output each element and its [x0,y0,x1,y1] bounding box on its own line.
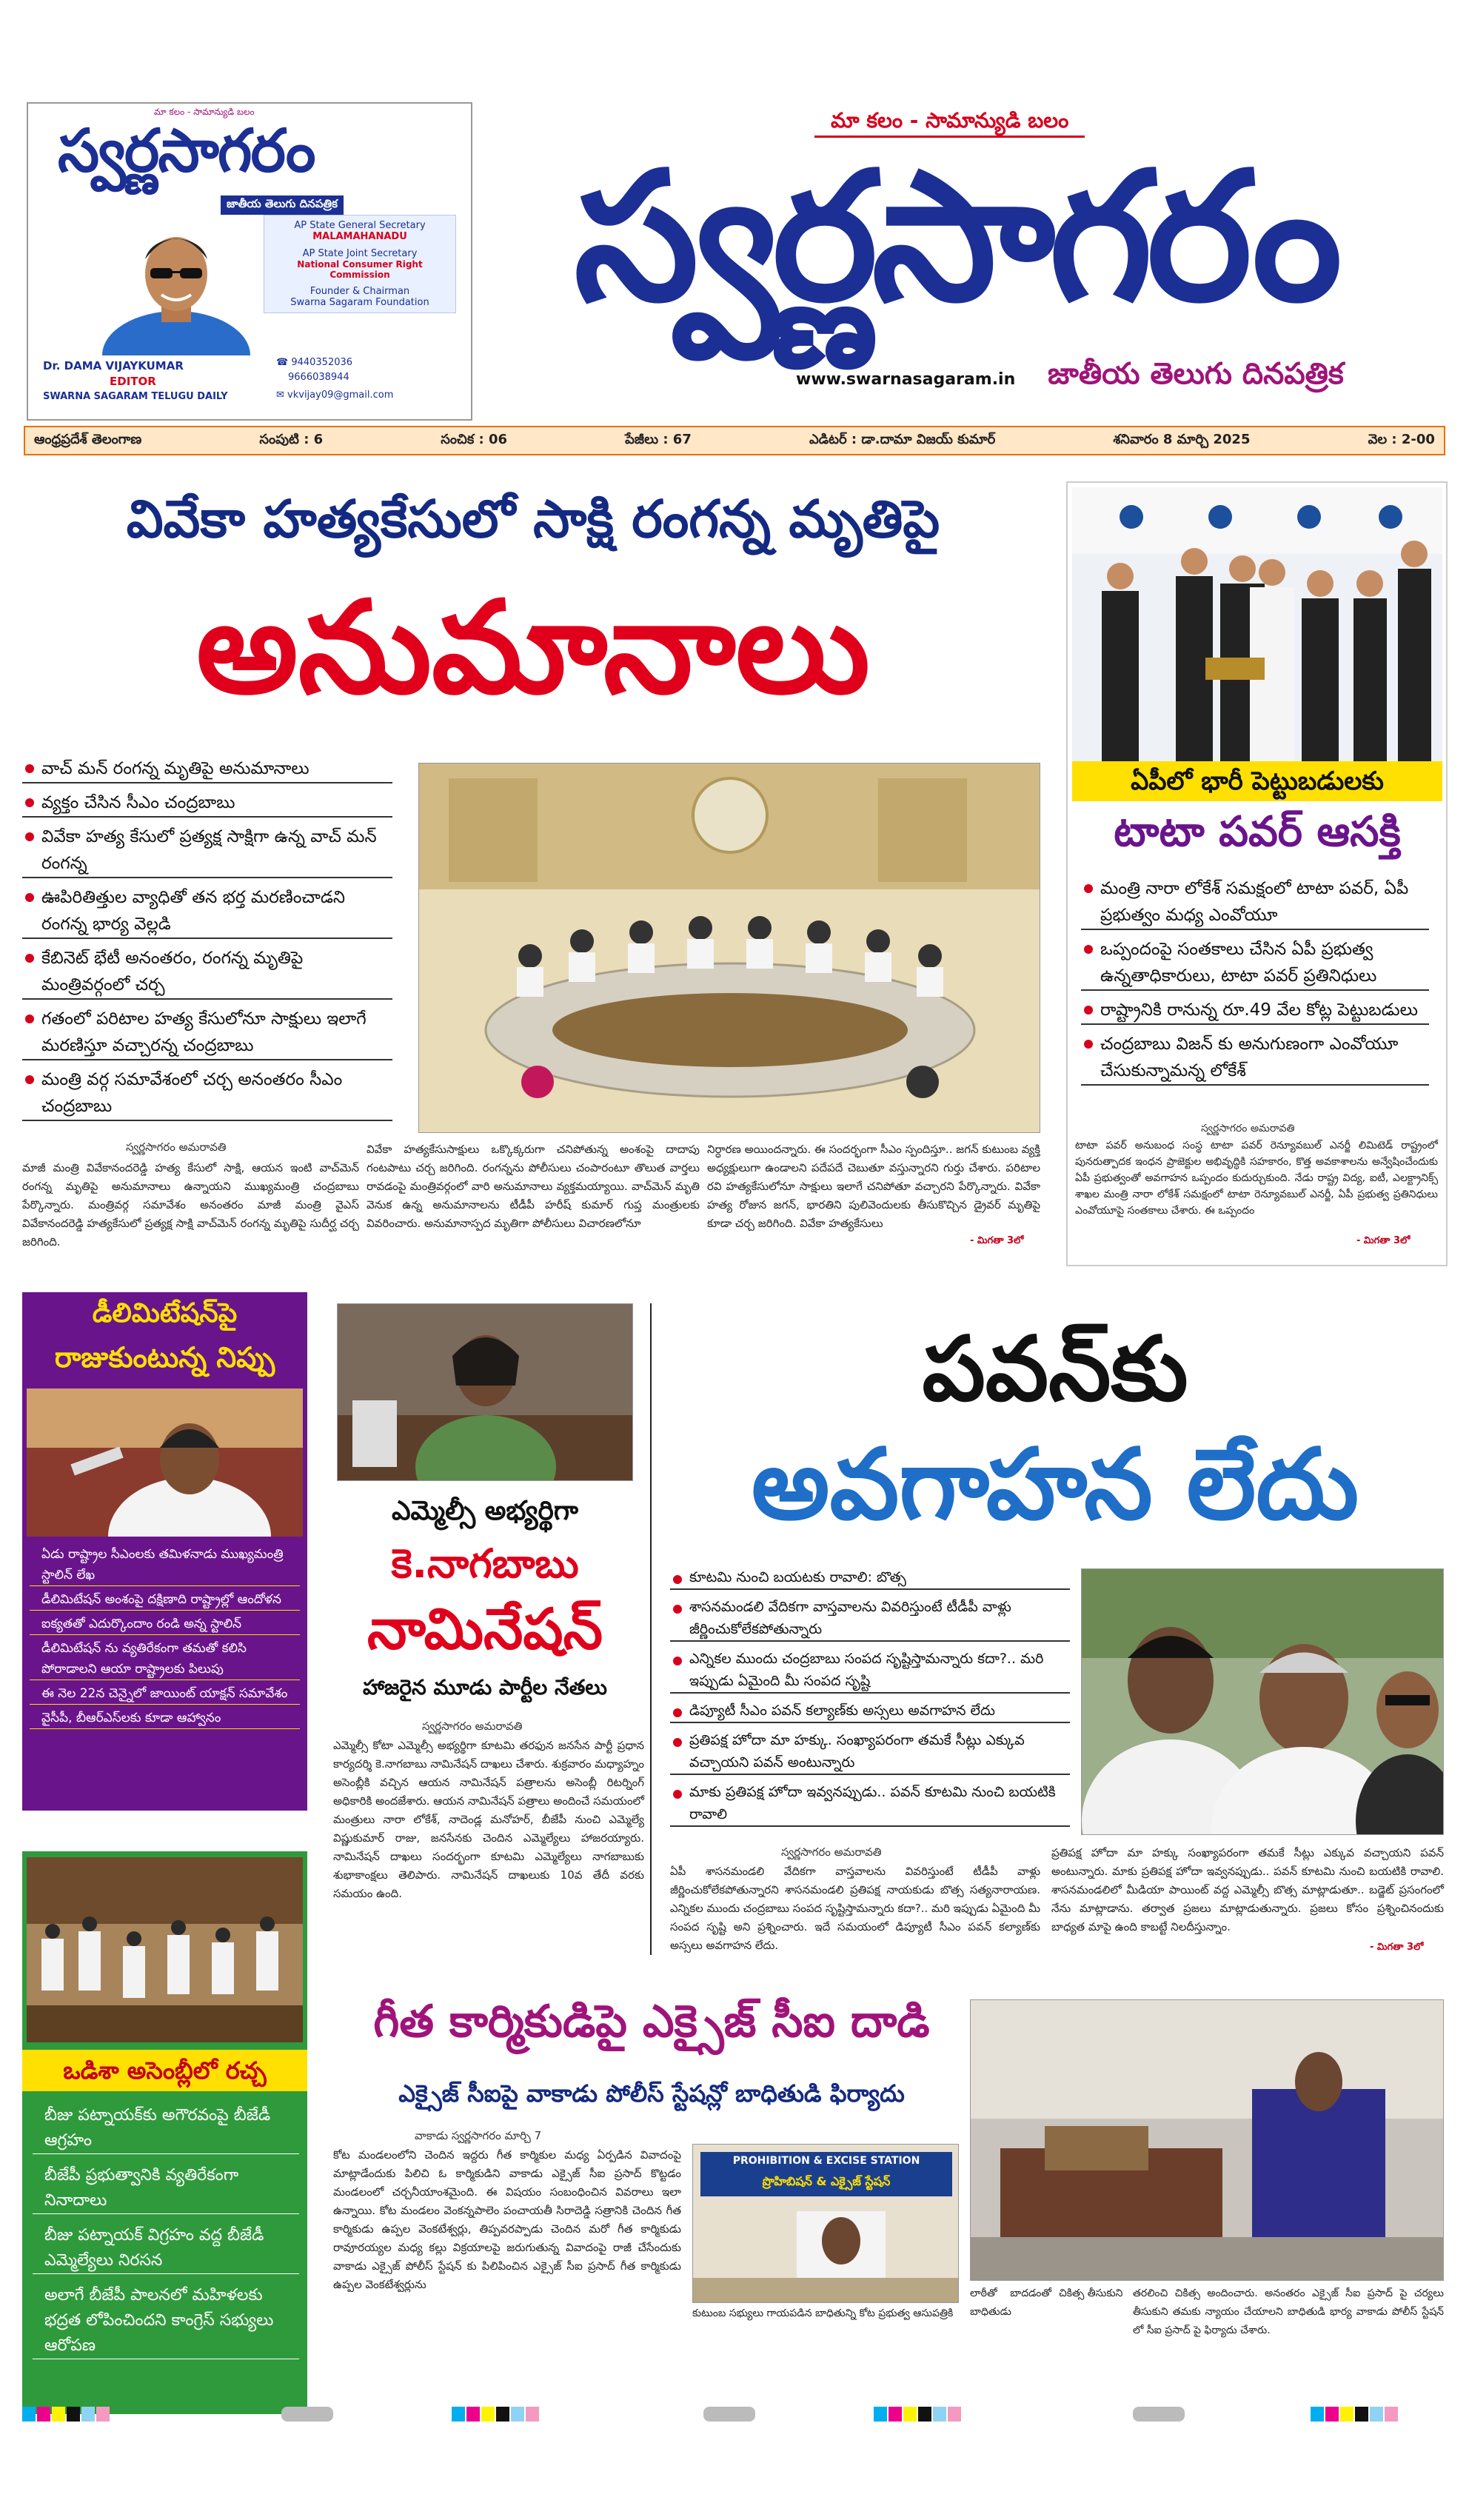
lead-continued: - మిగతా 3లో [970,1235,1024,1246]
list-item: వివేకా హత్య కేసులో ప్రత్యక్ష సాక్షిగా ఉన్న వాచ్ మన్ రంగన్న [22,823,392,878]
odisha-box [22,1851,307,2414]
list-item: బీజు పట్నాయక్ విగ్రహం వద్ద బీజేడీ ఎమ్మెల్యేలు నిరసన [33,2223,299,2274]
delim-bullets [30,1544,300,1732]
delim-kicker: డీలిమిటేషన్‌పై [92,1298,238,1328]
nagababu-headline-2: నామినేషన్ [367,1596,603,1662]
info-price: వెల : 2-00 [1368,431,1435,447]
list-item: కేబినెట్ భేటీ అనంతరం, రంగన్న మృతిపై మంత్రివర్గంలో చర్చ [22,945,392,1000]
ad-logo-tag: మా కలం - సామాన్యుడి బలం [154,107,255,117]
phone-line: ☎ 9440352036 [276,357,353,368]
role-line: MALAMAHANADU [312,231,407,242]
geetha-col-4: తరలించి చికిత్స అందించారు. అనంతరం ఎక్సైజ్ సీఐ ప్రసాద్ పై చర్యలు తీసుకుని తమకు న్యాయం చేయాలని బాధితుడి భార్య వాకాడు పోలీస్ స్టేషన్ లో సీఐ ప్రసాద్ పై ఫిర్యాదు చేశారు. [1133,2287,1444,2336]
ad-sub: జాతీయ తెలుగు దినపత్రిక [221,195,344,215]
pawan-continued: - మిగతా 3లో [1370,1942,1424,1953]
list-item: డీలిమిటేషన్ అంశంపై దక్షిణాది రాష్ట్రాల్లో ఆందోళన [30,1589,300,1611]
pawan-bullets [670,1566,1070,1833]
info-volume: సంపుటి : 6 [259,431,324,447]
nagababu-dateline: స్వర్ణసాగరం అమరావతి [422,1719,523,1733]
masthead-website: www.swarnasagaram.in [796,370,1016,389]
divider [650,1303,652,1955]
lead-col-2: వివేకా హత్యకేసుసాక్షులు ఒక్కొక్కరుగా చనిపోతున్న అంశంపై దాదాపు గంటపాటు చర్చ జరిగింది. రంగన్నను పోలీసులు చంపారంటూ తొలుత వార్తలు రావడంపై మంత్రివర్గంలో వారి అనుమానాలు వ్యక్తమయ్యాయి. వాచ్‌మెన్ మృతి వెనుక ఉన్న అనుమానాలను టీడీపీ హరీష్ కుమార్ గుప్త మంత్రులకు వివరించారు. అనుమానాస్పద మృతిగా పోలీసులు విచారణలోనూ [367,1143,700,1230]
editor-paper: SWARNA SAGARAM TELUGU DAILY [43,391,228,402]
botsa-photo [1081,1568,1444,1835]
geetha-col-1: కోట మండలంలోని చెందిన ఇద్దరు గీత కార్మికుల మధ్య ఏర్పడిన వివాదంపై మాట్లాడేందుకు పిలిచి ఓ కార్మికుడిని వాకాడు ఎక్సైజ్ సీఐ ప్రసాద్ కొట్టడం మండలంలో చర్చనీయాంశమైంది. ఈ విషయం సంబంధించిన వివరాలు ఇలా ఉన్నాయి. కోట మండలం వెంకన్నపాలెం పంచాయతీ సిరాదెడ్డి సత్రానికి చెందిన గీత కార్మికుడు ఉప్పల వెంకటేశ్వర్లు, తిప్పవరప్పాడు చెందిన మరో గీత కార్మికుడు రావూరయ్యల మధ్య కల్లు విక్రయాలపై జరుగుతున్న వివాదంపై రాజీ చేసేందుకు వాకాడు ఎక్సైజ్ పోలీస్ స్టేషన్ కు పిలిపించిన ఎక్సైజ్ సీఐ ప్రసాద్ గీత కార్మికుడు ఉప్పల వెంకటేశ్వర్లును [333,2148,681,2291]
phone-line: 9666038944 [288,372,349,383]
lead-col-3: నిర్ధారణ అయిందన్నారు. ఈ సందర్భంగా సీఎం స్పందిస్తూ.. జగన్ కుటుంబ వ్యక్తి అధ్యక్షులుగా ఉండాలని పదేపదే చెబుతూ వస్తున్నారని గుర్తు చేశారు. పరిటాల రవి హత్యకేసులోనూ సాక్షులు ఇలాగే చనిపోతూ వచ్చారని పేర్కొన్నారు. వివేకా హత్య రోజున జగన్, భారతిని పులివెందులకు తీసుకొచ్చిన డ్రైవర్ మృతిపై కూడా చర్చ జరిగింది. వివేకా హత్యకేసులు [707,1143,1040,1230]
info-bar [24,426,1445,455]
role-line: AP State Joint Secretary [302,248,418,259]
nagababu-sub: హాజరైన మూడు పార్టీల నేతలు [363,1675,607,1700]
station-sign-te: ప్రొహిబిషన్ & ఎక్సైజ్ స్టేషన్ [762,2174,891,2188]
info-date: శనివారం 8 మార్చి 2025 [1113,431,1251,447]
ad-roles [264,215,456,313]
nagababu-photo [337,1303,633,1481]
tata-mou-photo [1072,487,1442,761]
hospital-photo [970,1999,1444,2281]
editor-title: EDITOR [110,375,156,388]
list-item: ప్రతిపక్ష హోదా మా హక్కు. సంఖ్యాపరంగా తమకే సీట్లు ఎక్కువ వచ్చాయని పవన్ అంటున్నారు [670,1729,1070,1775]
geetha-caption: కుటుంబ సభ్యులు గాయపడిన బాధితున్ని కోట ప్రభుత్వ ఆసుపత్రికి [692,2307,954,2319]
pawan-col-1: ఏపీ శాసనమండలి వేదికగా వాస్తవాలను వివరిస్తుంటే టీడీపీ వాళ్లు జీర్ణించుకోలేకపోతున్నారని శాసనమండలి ప్రతిపక్ష నాయకుడు బొత్స సత్యనారాయణ. ఎన్నికల ముందు చంద్రబాబు సంపద సృష్టిస్తామన్నారు కదా?.. మరి ఇప్పుడు ఏమైంది మీ సంపద సృష్టి అని ప్రశ్నించారు. ఇదే సమయంలో డిప్యూటీ సీఎం పవన్ కల్యాణ్‌కు అస్సలు అవగాహన లేదు. [670,1865,1040,1952]
info-issue: సంచిక : 06 [441,431,508,447]
lead-col-1: మాజీ మంత్రి వివేకానందరెడ్డి హత్య కేసులో సాక్షి, ఆయన ఇంటి వాచ్‌మెన్ రంగన్న మృతిపై అనుమానాలు ఉన్నాయని ముఖ్యమంత్రి చంద్రబాబు పేర్కొన్నారు. మంత్రివర్గ సమావేశం అనంతరం మాజీ మంత్రి వైఎస్ వివేకానందరెడ్డి హత్యకేసులో ప్రత్యక్ష సాక్షి వాచ్‌మెన్ రంగన్న మృతిపై సుదీర్ఘ చర్చ జరిగింది. [22,1161,359,1249]
pawan-headline-1: పవన్‌కు [922,1318,1188,1421]
role-line: AP State General Secretary [294,220,426,231]
masthead-title: స్వర్ణసాగరం [574,133,1336,341]
masthead-subtitle: జాతీయ తెలుగు దినపత్రిక [1048,357,1344,391]
geetha-dateline: వాకాడు స్వర్ణసాగరం మార్చి 7 [415,2129,542,2142]
ad-logo: స్వర్ణసాగరం [58,116,315,185]
excise-station-photo [692,2144,959,2303]
pawan-col-2: ప్రతిపక్ష హోదా మా హక్కు సంఖ్యాపరంగా తమకే సీట్లు ఎక్కువ వచ్చాయని పవన్ అంటున్నారు. మాకు ప్రతిపక్ష హోదా ఇవ్వనప్పుడు.. పవన్ కూటమి నుంచి బయటికి రావాలి. శాసనమండలిలో మీడియా పాయింట్ వద్ద ఎమ్మెల్సీ బొత్స మాట్లాడుతూ.. బడ్జెట్ ప్రసంగంలో నేను మాట్లాడాను. తర్వాత ప్రజలు మాట్లాడుతున్నారు. ప్రజలు కోసం ప్రశ్నించినందుకు బాధ్యత మాపై ఉంది కాబట్టే నిలదీస్తున్నాం. [1051,1846,1444,1934]
list-item: వ్యక్తం చేసిన సీఎం చంద్రబాబు [22,789,392,818]
editor-name: Dr. DAMA VIJAYKUMAR [43,359,184,372]
pawan-dateline: స్వర్ణసాగరం అమరావతి [781,1845,882,1859]
list-item: గతంలో పరిటాల హత్య కేసులోనూ సాక్షులు ఇలాగే మరణిస్తూ వచ్చారన్న చంద్రబాబు [22,1006,392,1060]
tata-bullets [1081,875,1429,1092]
list-item: వైసీపీ, బీఆర్ఎస్‌లకు కూడా ఆహ్వానం [30,1708,300,1729]
editor-photo [98,222,254,355]
list-item: కూటమి నుంచి బయటకు రావాలి: బొత్స [670,1566,1070,1590]
list-item: మంత్రి వర్గ సమావేశంలో చర్చ అనంతరం సీఎం చంద్రబాబు [22,1066,392,1121]
list-item: అలాగే బీజేపీ పాలనలో మహిళలకు భద్రత లోపించిందని కాంగ్రెస్ సభ్యులు ఆరోపణ [33,2283,299,2359]
lead-kicker: వివేకా హత్యకేసులో సాక్షి రంగన్న మృతిపై [126,489,940,549]
phone-icon: ☎ [276,357,292,368]
list-item: బీజు పట్నాయక్‌కు అగౌరవంపై బీజేడీ ఆగ్రహం [33,2103,299,2154]
geetha-col-2: లాఠీతో బాదడంతో బాధితుడు [970,2287,1051,2318]
tata-banner: ఏపీలో భారీ పెట్టుబడులకు [1072,761,1442,801]
tata-dateline: స్వర్ణసాగరం అమరావతి [1201,1123,1295,1134]
list-item: ఐక్యతతో ఎదుర్కొందాం రండి అన్న స్టాలిన్ [30,1614,300,1635]
list-item: ఈ నెల 22న చెన్నైలో జాయింట్ యాక్షన్ సమావేశం [30,1683,300,1705]
list-item: మంత్రి నారా లోకేశ్ సమక్షంలో టాటా పవర్, ఏపీ ప్రభుత్వం మధ్య ఎంవోయూ [1081,875,1429,930]
editor-ad-box [27,102,472,421]
odisha-bullets [33,2103,299,2368]
lead-dateline: స్వర్ణసాగరం అమరావతి [126,1140,227,1154]
list-item: చంద్రబాబు విజన్ కు అనుగుణంగా ఎంవోయూ చేసుకున్నామన్న లోకేశ్ [1081,1031,1429,1086]
list-item: మాకు ప్రతిపక్ష హోదా ఇవ్వనప్పుడు.. పవన్ కూటమి నుంచి బయటికి రావాలి [670,1781,1070,1827]
email-line: ✉ vkvijay09@gmail.com [276,390,394,401]
info-region: ఆంధ్రప్రదేశ్ తెలంగాణ [34,431,142,447]
role-line: Swarna Sagaram Foundation [290,297,429,308]
masthead [0,0,1469,430]
ad-contact [276,355,393,403]
masthead-tagline: మా కలం - సామాన్యుడి బలం [814,105,1085,138]
lead-bullets [22,755,392,1127]
tata-continued: - మిగతా 3లో [1356,1235,1411,1246]
list-item: రాష్ట్రానికి రానున్న రూ.49 వేల కోట్ల పెట్టుబడులు [1081,997,1429,1025]
info-pages: పేజీలు : 67 [625,431,692,447]
role-line: National Consumer Right Commission [297,259,423,280]
delim-headline: రాజుకుంటున్న నిప్పు [54,1341,275,1374]
list-item: ఊపిరితిత్తుల వ్యాధితో తన భర్త మరణించాడని రంగన్న భార్య వెల్లడి [22,884,392,939]
tata-headline: టాటా పవర్ ఆసక్తి [1114,808,1401,856]
cabinet-meeting-photo [418,763,1040,1133]
info-editor: ఎడిటర్ : డా.దామా విజయ్ కుమార్ [809,431,996,447]
geetha-headline: గీత కార్మికుడిపై ఎక్సైజ్ సీఐ దాడి [373,1996,930,2048]
role-line: Founder & Chairman [309,286,410,297]
lead-headline: అనుమానాలు [196,573,870,722]
list-item: శాసనమండలి వేదికగా వాస్తవాలను వివరిస్తుంటే టీడీపీ వాళ్లు జీర్ణించుకోలేకపోతున్నారు [670,1596,1070,1642]
geetha-sub: ఎక్సైజ్ సీఐపై వాకాడు పోలీస్ స్టేషన్లో బాధితుడి ఫిర్యాదు [398,2079,905,2108]
list-item: ఎన్నికల ముందు చంద్రబాబు సంపద సృష్టిస్తామన్నారు కదా?.. మరి ఇప్పుడు ఏమైంది మీ సంపద సృష్టి [670,1648,1070,1694]
odisha-assembly-photo [27,1857,303,2042]
pawan-headline-2: అవగాహన లేదు [751,1428,1359,1542]
list-item: డీలిమిటేషన్ ను వ్యతిరేకంగా తమతో కలిసి పోరాడాలని ఆయా రాష్ట్రాలకు పిలుపు [30,1638,300,1680]
delim-box [22,1292,307,1811]
tata-box [1066,481,1448,1266]
list-item: బీజేపీ ప్రభుత్వానికి వ్యతిరేకంగా నినాదాలు [33,2163,299,2214]
nagababu-headline-1: కె.నాగబాబు [391,1540,579,1587]
nagababu-body: ఎమ్మెల్సీ కోటా ఎమ్మెల్సీ అభ్యర్థిగా కూటమి తరఫున జనసేన పార్టీ ప్రధాన కార్యదర్శి కె.నాగబాబు నామినేషన్ దాఖలు చేశారు. శుక్రవారం మధ్యాహ్నం అసెంబ్లీకి వచ్చిన ఆయన నామినేషన్ పత్రాలను అసెంబ్లీ రిటర్నింగ్ అధికారికి అందజేశారు. ఆయన నామినేషన్ పత్రాలు అందించే సమయంలో మంత్రులు నారా లోకేశ్, నాదెండ్ల మనోహర్, బీజేపీ నుంచి ఎమ్మెల్యే విష్ణుకుమార్ రాజు, జనసేనకు చెందిన ఎమ్మెల్యేలు హాజరయ్యారు. నామినేషన్ దాఖలు సందర్భంగా కూటమి ఎమ్మెల్యేలు నాగబాబుకు శుభాకాంక్షలు తెలిపారు. నామినేషన్ దాఖలుకు 10వ తేదీ వరకు సమయం ఉంది. [333,1739,644,1900]
registration-marks [22,2404,1444,2426]
stalin-photo [27,1388,303,1537]
odisha-headline: ఒడిశా అసెంబ్లీలో రచ్చ [22,2050,307,2091]
nagababu-kicker: ఎమ్మెల్సీ అభ్యర్థిగా [391,1496,579,1526]
list-item: ఒప్పందంపై సంతకాలు చేసిన ఏపీ ప్రభుత్వ ఉన్నతాధికారులు, టాటా పవర్ ప్రతినిధులు [1081,936,1429,991]
tata-body: టాటా పవర్ అనుబంధ సంస్థ టాటా పవర్ రెన్యూవబుల్ ఎనర్జీ లిమిటెడ్ రాష్ట్రంలో పునరుత్పాదక ఇంధన ప్రాజెక్టుల అభివృద్ధికి సహకారం, కొత్త అవకాశాలను అన్వేషించేందుకు ఏపీ ప్రభుత్వంతో అవగాహన ఒప్పందం కుదుర్చుకుంది. నేడు రాష్ట్ర విద్య, ఐటీ, ఎలక్ట్రానిక్స్ శాఖల మంత్రి నారా లోకేశ్ సమక్షంలో టాటా రెన్యూవబుల్ ఎనర్జీ, ఏపీ ప్రభుత్వ ప్రతినిధులు ఎంవోయూపై సంతకాలు చేశారు. ఈ ఒప్పందం [1075,1140,1438,1217]
geetha-col-3: చికిత్స తీసుకుని [1059,2287,1123,2299]
station-sign-en: PROHIBITION & EXCISE STATION [732,2155,920,2167]
mail-icon: ✉ [276,390,288,401]
list-item: ఏడు రాష్ట్రాల సీఎంలకు తమిళనాడు ముఖ్యమంత్రి స్టాలిన్ లేఖ [30,1544,300,1586]
list-item: వాచ్ మన్ రంగన్న మృతిపై అనుమానాలు [22,755,392,783]
list-item: డిప్యూటీ సీఎం పవన్ కల్యాణ్‌కు అస్సలు అవగాహన లేదు [670,1700,1070,1723]
